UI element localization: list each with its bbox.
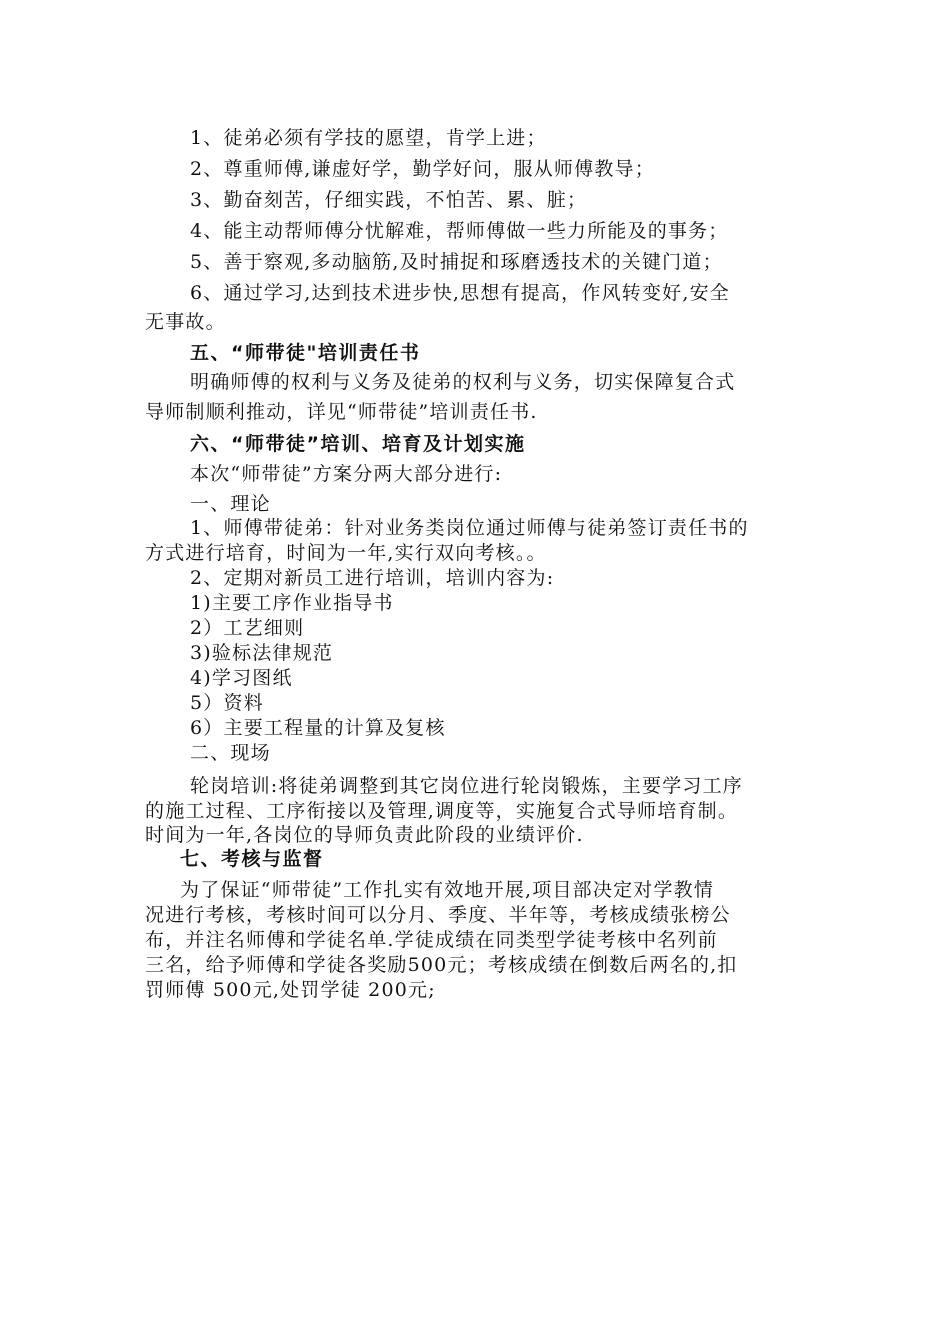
paragraph-line: 方式进行培育，时间为一年,实行双向考核。。 [145, 542, 547, 564]
list-item: 3)验标法律规范 [190, 642, 334, 664]
paragraph-line: 为了保证“师带徒”工作扎实有效地开展,项目部决定对学教情 [180, 879, 715, 901]
duty-item-5: 5、善于察观,多动脑筋,及时捕捉和琢磨透技术的关键门道； [190, 251, 723, 273]
paragraph-line: 况进行考核，考核时间可以分月、季度、半年等，考核成绩张榜公 [145, 904, 731, 926]
paragraph-line: 轮岗培训:将徒弟调整到其它岗位进行轮岗锻炼，主要学习工序 [190, 775, 744, 797]
duty-item-2: 2、尊重师傅,谦虚好学，勤学好问，服从师傅教导； [190, 158, 655, 180]
paragraph-line: 三名，给予师傅和学徒各奖励500元；考核成绩在倒数后两名的,扣 [145, 954, 738, 976]
list-item: 4)学习图纸 [190, 667, 293, 689]
paragraph-line: 导师制顺利推动，详见“师带徒”培训责任书. [145, 401, 538, 423]
list-item: 1)主要工序作业指导书 [190, 592, 394, 614]
list-item: 2）工艺细则 [190, 617, 305, 639]
list-item: 5）资料 [190, 692, 264, 714]
paragraph-line: 本次“师带徒”方案分两大部分进行: [190, 463, 503, 485]
section-heading-6: 六、“师带徒”培训、培育及计划实施 [190, 433, 526, 455]
paragraph-line: 罚师傅 500元,处罚学徒 200元; [145, 979, 436, 1001]
paragraph-line: 时间为一年,各岗位的导师负责此阶段的业绩评价. [145, 824, 584, 846]
subheading-theory: 一、理论 [190, 493, 271, 515]
paragraph-line: 1、师傅带徒弟：针对业务类岗位通过师傅与徒弟签订责任书的 [190, 517, 749, 539]
section-heading-7: 七、考核与监督 [180, 848, 324, 870]
list-item: 6）主要工程量的计算及复核 [190, 717, 446, 739]
duty-item-3: 3、勤奋刻苦，仔细实践，不怕苦、累、脏； [190, 189, 588, 211]
subheading-onsite: 二、现场 [190, 742, 271, 764]
duty-item-1: 1、徒弟必须有学技的愿望，肯学上进； [190, 127, 547, 149]
duty-item-4: 4、能主动帮师傅分忧解难，帮师傅做一些力所能及的事务； [190, 220, 729, 242]
paragraph-line: 的施工过程、工序衔接以及管理,调度等，实施复合式导师培育制。 [145, 800, 739, 822]
duty-item-6-cont: 无事故。 [145, 311, 226, 333]
paragraph-line: 2、定期对新员工进行培训，培训内容为: [190, 567, 555, 589]
duty-item-6: 6、通过学习,达到技术进步快,思想有提高，作风转变好,安全 [190, 282, 731, 304]
section-heading-5: 五、“师带徒"培训责任书 [190, 342, 421, 364]
paragraph-line: 布，并注名师傅和学徒名单.学徒成绩在同类型学徒考核中名列前 [145, 929, 718, 951]
paragraph-line: 明确师傅的权利与义务及徒弟的权利与义务，切实保障复合式 [190, 371, 736, 393]
